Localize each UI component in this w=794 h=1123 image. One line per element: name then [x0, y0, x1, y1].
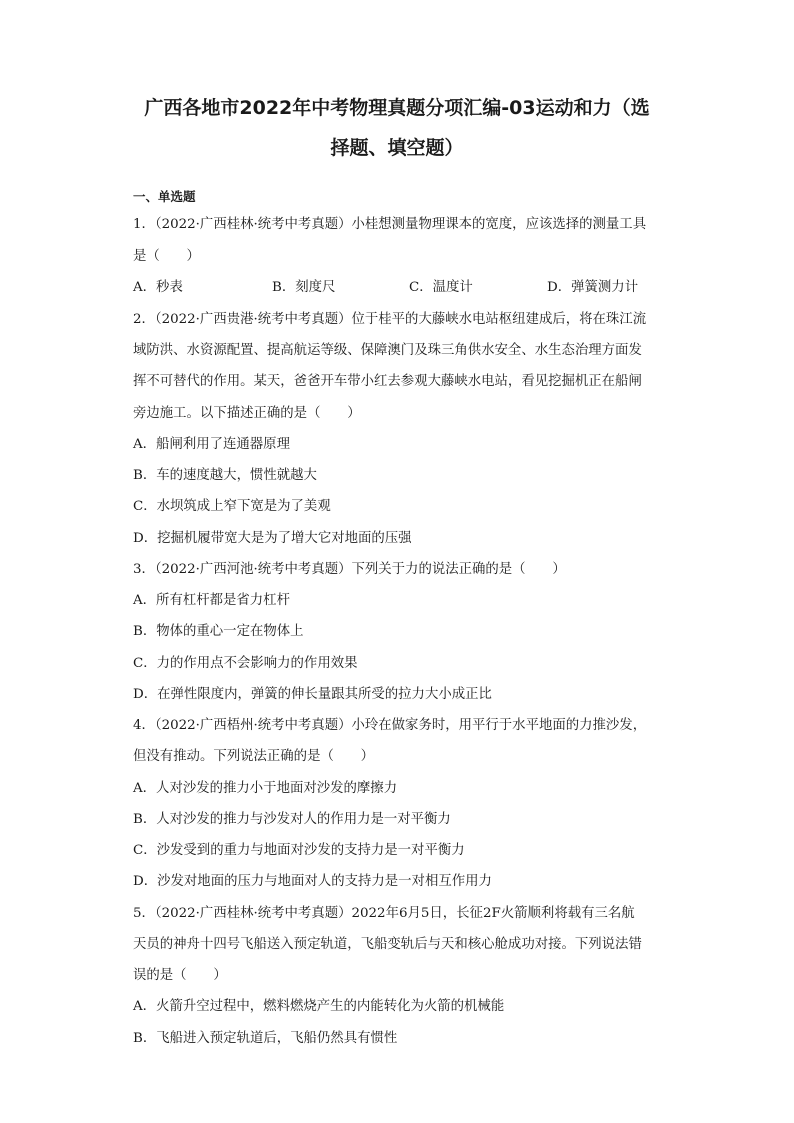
question-4-option-d: D．沙发对地面的压力与地面对人的支持力是一对相互作用力 [133, 874, 492, 889]
question-1-option-d: D．弹簧测力计 [547, 280, 639, 295]
question-1-option-c: C．温度计 [409, 280, 473, 295]
question-4-option-b: B．人对沙发的推力与沙发对人的作用力是一对平衡力 [133, 812, 451, 827]
document-title-line-1: 广西各地市2022年中考物理真题分项汇编-03运动和力（选 [144, 97, 650, 119]
question-2-option-b: B．车的速度越大，惯性就越大 [133, 468, 317, 483]
question-1-text: 1．（2022·广西桂林·统考中考真题）小桂想测量物理课本的宽度，应该选择的测量工具 [133, 217, 647, 232]
question-5-text: 误的是（ ） [133, 968, 227, 983]
question-2-option-a: A．船闸利用了连通器原理 [133, 437, 290, 452]
question-5-option-b: B．飞船进入预定轨道后，飞船仍然具有惯性 [133, 1031, 398, 1046]
question-2-text: 旁边施工。以下描述正确的是（ ） [133, 406, 361, 421]
question-3-option-b: B．物体的重心一定在物体上 [133, 624, 304, 639]
question-3-text: 3．（2022·广西河池·统考中考真题）下列关于力的说法正确的是（ ） [133, 562, 566, 577]
document-title-line-2: 择题、填空题） [330, 137, 464, 159]
section-heading: 一、单选题 [133, 189, 196, 204]
question-2-text: 挥不可替代的作用。某天，爸爸开车带小红去参观大藤峡水电站，看见挖掘机正在船闸 [133, 374, 642, 389]
question-5-text: 5．（2022·广西桂林·统考中考真题）2022年6月5日，长征2F火箭顺利将载有三名航 [133, 906, 635, 921]
question-4-text: 但没有推动。下列说法正确的是（ ） [133, 749, 375, 764]
question-3-option-d: D．在弹性限度内，弹簧的伸长量跟其所受的拉力大小成正比 [133, 687, 492, 702]
question-2-option-d: D．挖掘机履带宽大是为了增大它对地面的压强 [133, 531, 412, 546]
question-4-option-a: A．人对沙发的推力小于地面对沙发的摩擦力 [133, 781, 398, 796]
question-1-option-b: B．刻度尺 [272, 280, 336, 295]
question-5-option-a: A．火箭升空过程中，燃料燃烧产生的内能转化为火箭的机械能 [133, 999, 505, 1014]
question-5-text: 天员的神舟十四号飞船送入预定轨道，飞船变轨后与天和核心舱成功对接。下列说法错 [133, 937, 642, 952]
question-2-option-c: C．水坝筑成上窄下宽是为了美观 [133, 499, 331, 514]
question-3-option-a: A．所有杠杆都是省力杠杆 [133, 593, 290, 608]
question-4-text: 4．（2022·广西梧州·统考中考真题）小玲在做家务时，用平行于水平地面的力推沙发， [133, 718, 647, 733]
question-2-text: 域防洪、水资源配置、提高航运等级、保障澳门及珠三角供水安全、水生态治理方面发 [133, 343, 642, 358]
question-1-option-a: A．秒表 [133, 280, 183, 295]
question-4-option-c: C．沙发受到的重力与地面对沙发的支持力是一对平衡力 [133, 843, 465, 858]
question-2-text: 2．（2022·广西贵港·统考中考真题）位于桂平的大藤峡水电站枢纽建成后，将在珠江流 [133, 312, 647, 327]
question-1-text-cont: 是（ ） [133, 249, 200, 264]
question-3-option-c: C．力的作用点不会影响力的作用效果 [133, 656, 358, 671]
